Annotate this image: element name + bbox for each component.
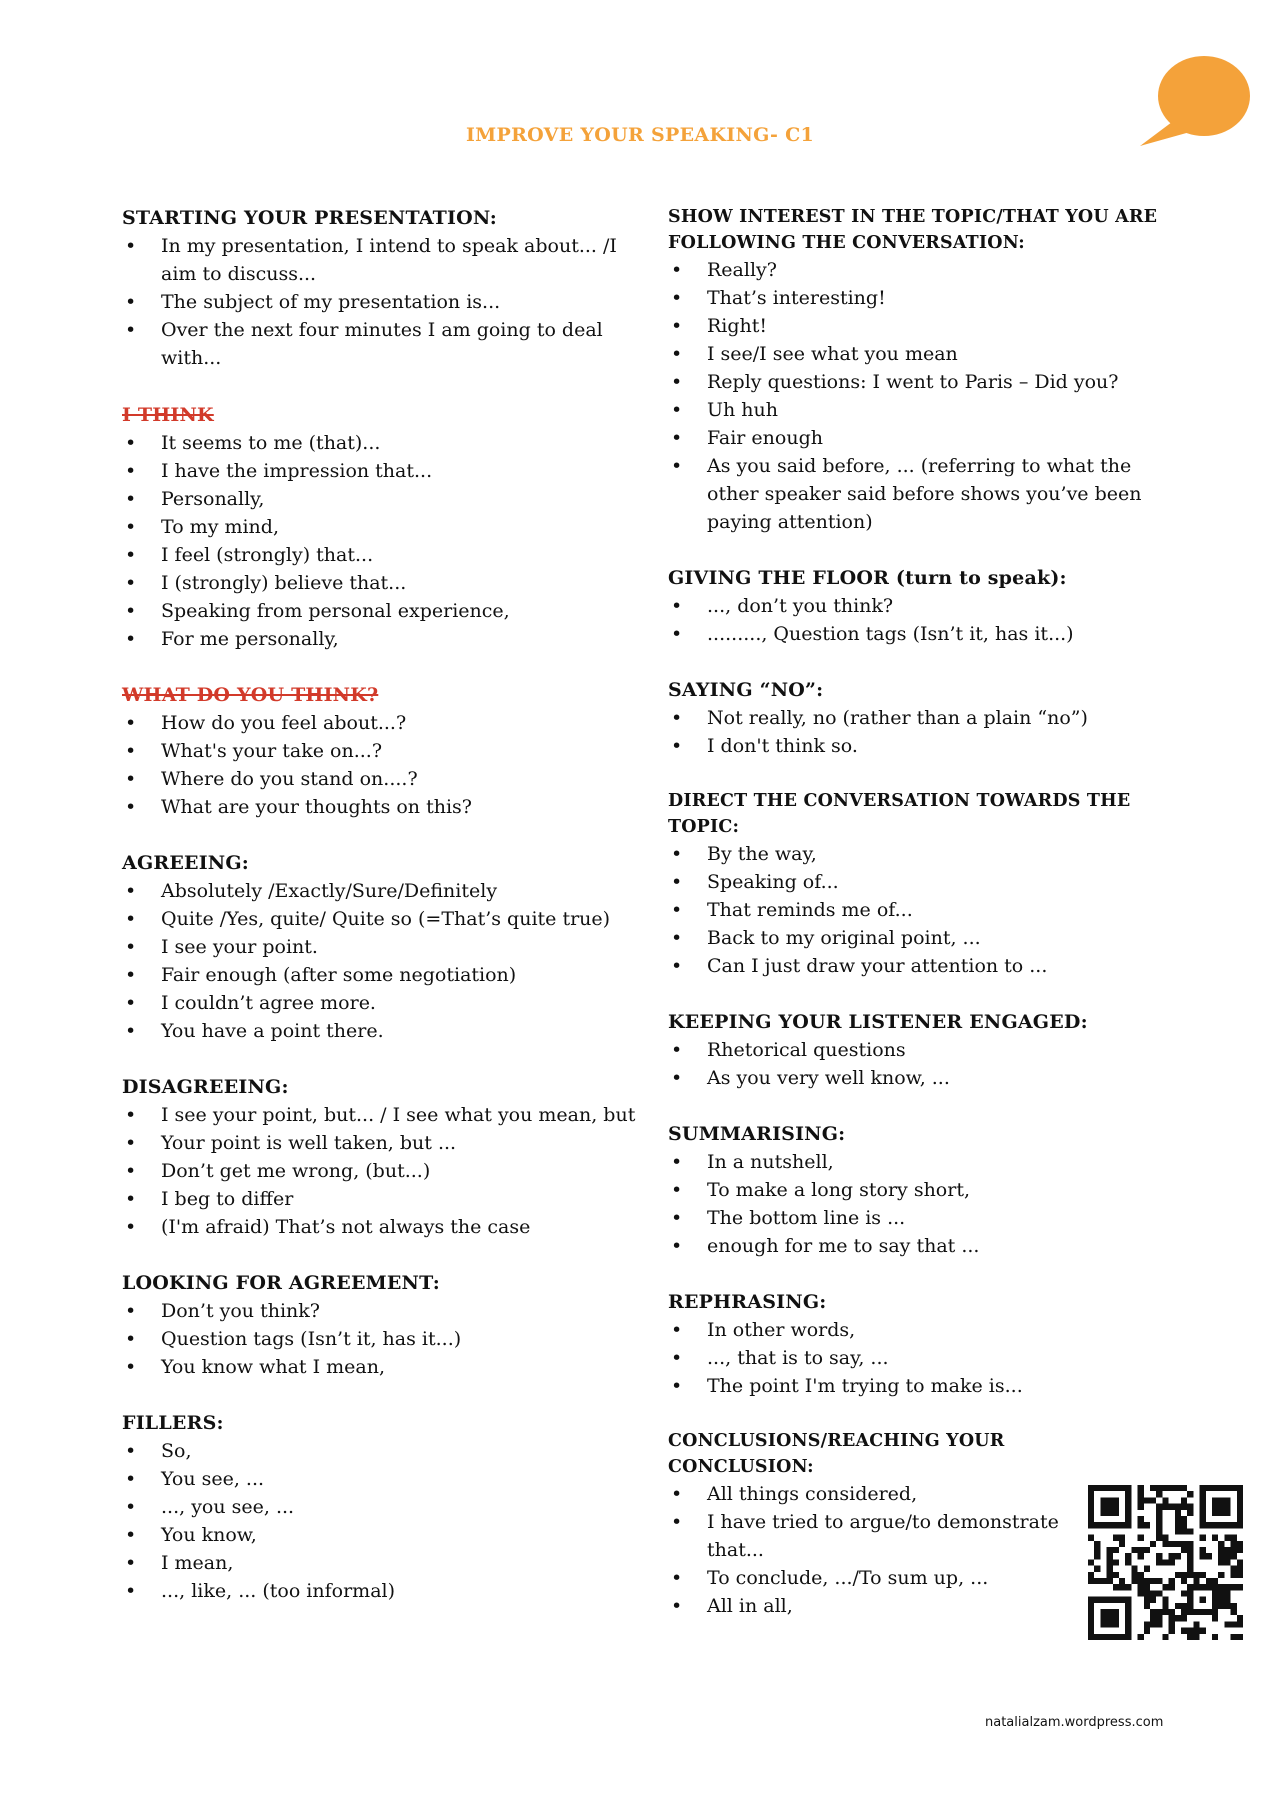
list-item: • By the way, — [671, 843, 817, 865]
list-item: • ..., like, ... (too informal) — [125, 1580, 396, 1602]
list-item: • Speaking from personal experience, — [125, 600, 510, 622]
section-title: I THINK — [122, 404, 214, 426]
list-item: • The bottom line is ... — [671, 1207, 906, 1229]
list-item: • Speaking of... — [671, 871, 839, 893]
page-title: IMPROVE YOUR SPEAKING- C1 — [465, 124, 815, 146]
section-giving-the-floor — [668, 564, 1188, 648]
list-item: • Don’t you think? — [125, 1300, 320, 1322]
list-item: • I mean, — [125, 1552, 234, 1574]
section-conclusions — [668, 1428, 1068, 1620]
list-item: • All in all, — [671, 1595, 793, 1617]
right-column — [668, 204, 1188, 1620]
section-title: WHAT DO YOU THINK? — [122, 684, 379, 706]
list-item: • Question tags (Isn’t it, has it...) — [125, 1328, 462, 1350]
list-item: • I see your point. — [125, 936, 318, 958]
section-title: DISAGREEING: — [122, 1076, 289, 1098]
list-item: • The subject of my presentation is... — [125, 291, 501, 313]
list-item: • What's your take on...? — [125, 740, 383, 762]
section-summarising — [668, 1120, 1188, 1260]
section-show-interest — [668, 204, 1188, 536]
list-item: • To my mind, — [125, 516, 279, 538]
section-rephrasing — [668, 1288, 1188, 1400]
list-item: • I have the impression that... — [125, 460, 433, 482]
list-item: • You see, ... — [125, 1468, 265, 1490]
list-item: • That reminds me of... — [671, 899, 913, 921]
list-item: • What are your thoughts on this? — [125, 796, 472, 818]
section-agreeing — [122, 849, 642, 1045]
list-item: • I see your point, but... / I see what you mean, but — [125, 1104, 636, 1126]
list-item: • All things considered, — [671, 1483, 918, 1505]
section-fillers — [122, 1409, 642, 1605]
list-item: • Really? — [671, 259, 777, 281]
section-title: LOOKING FOR AGREEMENT: — [122, 1272, 440, 1294]
list-item: • Absolutely /Exactly/Sure/Definitely — [125, 880, 498, 902]
section-title: AGREEING: — [122, 852, 250, 874]
list-item: • Where do you stand on....? — [125, 768, 418, 790]
section-title: DIRECT THE CONVERSATION TOWARDS THE TOPIC: — [668, 791, 1131, 837]
list-item: • For me personally, — [125, 628, 339, 650]
list-item: • Uh huh — [671, 399, 778, 421]
section-starting-presentation — [122, 204, 642, 372]
list-item: • ..., don’t you think? — [671, 595, 894, 617]
list-item: • As you said before, ... (referring to what the other speaker said before shows you’ve been paying attention) — [671, 455, 1142, 533]
left-column — [122, 204, 642, 1605]
section-title: KEEPING YOUR LISTENER ENGAGED: — [668, 1011, 1088, 1033]
section-direct-conversation — [668, 788, 1188, 980]
list-item: • To make a long story short, — [671, 1179, 971, 1201]
list-item: • Don’t get me wrong, (but...) — [125, 1160, 431, 1182]
list-item: • Not really, no (rather than a plain “no”) — [671, 707, 1088, 729]
section-i-think — [122, 401, 642, 653]
footer-url[interactable]: natalialzam.wordpress.com — [985, 1715, 1164, 1730]
list-item: • In other words, — [671, 1319, 856, 1341]
list-item: • (I'm afraid) That’s not always the case — [125, 1216, 531, 1238]
list-item: • As you very well know, ... — [671, 1067, 950, 1089]
list-item: • Right! — [671, 315, 768, 337]
section-title: SHOW INTEREST IN THE TOPIC/THAT YOU ARE FOLLOWING THE CONVERSATION: — [668, 207, 1158, 253]
list-item: • Rhetorical questions — [671, 1039, 906, 1061]
section-saying-no — [668, 676, 1188, 760]
list-item: • Quite /Yes, quite/ Quite so (=That’s quite true) — [125, 908, 611, 930]
list-item: • That’s interesting! — [671, 287, 886, 309]
list-item: • ........., Question tags (Isn’t it, has it...) — [671, 623, 1074, 645]
list-item: • I (strongly) believe that... — [125, 572, 407, 594]
list-item: • ..., you see, ... — [125, 1496, 295, 1518]
list-item: • Reply questions: I went to Paris – Did you? — [671, 371, 1119, 393]
section-title: FILLERS: — [122, 1412, 224, 1434]
list-item: • Personally, — [125, 488, 265, 510]
section-disagreeing — [122, 1073, 642, 1241]
section-title: CONCLUSIONS/REACHING YOUR CONCLUSION: — [668, 1431, 1005, 1477]
list-item: • ..., that is to say, ... — [671, 1347, 889, 1369]
qr-code[interactable] — [1088, 1485, 1243, 1640]
list-item: • In a nutshell, — [671, 1151, 834, 1173]
list-item: • Back to my original point, ... — [671, 927, 981, 949]
section-what-do-you-think — [122, 681, 642, 821]
list-item: • The point I'm trying to make is... — [671, 1375, 1023, 1397]
section-title: STARTING YOUR PRESENTATION: — [122, 207, 497, 229]
list-item: • To conclude, .../To sum up, ... — [671, 1567, 989, 1589]
list-item: • I beg to differ — [125, 1188, 294, 1210]
list-item: • I don't think so. — [671, 735, 858, 757]
list-item: • Fair enough — [671, 427, 823, 449]
list-item: • Fair enough (after some negotiation) — [125, 964, 517, 986]
list-item: • I feel (strongly) that... — [125, 544, 374, 566]
list-item: • It seems to me (that)... — [125, 432, 381, 454]
section-title: SUMMARISING: — [668, 1123, 846, 1145]
section-title: SAYING “NO”: — [668, 679, 824, 701]
list-item: • You have a point there. — [125, 1020, 384, 1042]
list-item: • So, — [125, 1440, 192, 1462]
list-item: • I see/I see what you mean — [671, 343, 958, 365]
list-item: • How do you feel about...? — [125, 712, 407, 734]
list-item: • enough for me to say that ... — [671, 1235, 980, 1257]
section-title: REPHRASING: — [668, 1291, 827, 1313]
list-item: • In my presentation, I intend to speak about... /I aim to discuss... — [125, 235, 617, 285]
section-keeping-listener-engaged — [668, 1008, 1188, 1092]
list-item: • Can I just draw your attention to ... — [671, 955, 1048, 977]
section-title: GIVING THE FLOOR (turn to speak): — [668, 567, 1067, 589]
list-item: • I couldn’t agree more. — [125, 992, 376, 1014]
list-item: • I have tried to argue/to demonstrate that... — [671, 1511, 1059, 1561]
list-item: • You know what I mean, — [125, 1356, 386, 1378]
list-item: • Your point is well taken, but ... — [125, 1132, 457, 1154]
list-item: • Over the next four minutes I am going to deal with... — [125, 319, 603, 369]
section-looking-for-agreement — [122, 1269, 642, 1381]
list-item: • You know, — [125, 1524, 257, 1546]
